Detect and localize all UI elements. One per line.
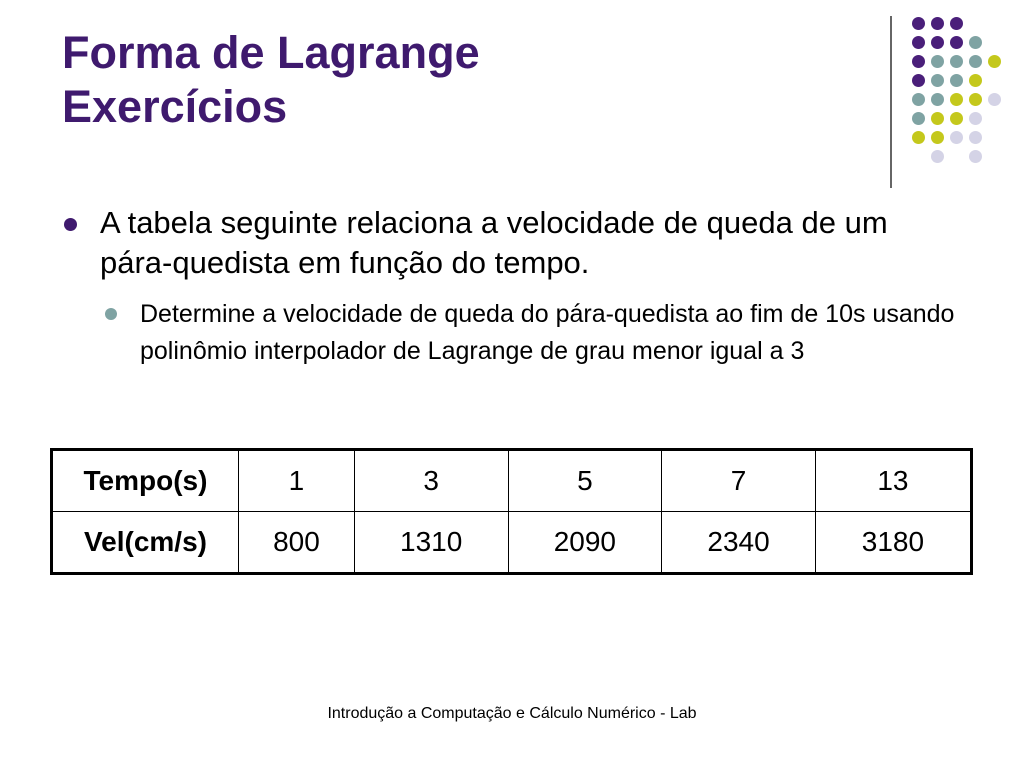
dot-decoration — [950, 93, 963, 106]
dot-decoration — [988, 93, 1001, 106]
row-header: Tempo(s) — [52, 450, 239, 512]
dot-decoration — [969, 150, 982, 163]
dot-decoration — [912, 17, 925, 30]
dot-decoration — [969, 74, 982, 87]
dot-decoration — [931, 74, 944, 87]
dot-decoration — [969, 131, 982, 144]
dot-decoration — [950, 74, 963, 87]
bullet-marker — [64, 218, 77, 231]
sub-bullet-marker — [105, 308, 117, 320]
dot-decoration — [988, 55, 1001, 68]
title-line-2: Exercícios — [62, 81, 288, 132]
row-header: Vel(cm/s) — [52, 512, 239, 574]
bullet-sub-text: Determine a velocidade de queda do pára-quedista ao fim de 10s usando polinômio interpolador de Lagrange de grau menor igual a 3 — [140, 300, 955, 365]
table-row — [52, 512, 972, 574]
table-row — [52, 450, 972, 512]
dot-decoration — [912, 74, 925, 87]
dot-decoration — [912, 131, 925, 144]
dot-decoration — [931, 93, 944, 106]
table-cell: 1310 — [354, 512, 508, 574]
table-cell: 800 — [239, 512, 355, 574]
dot-decoration — [969, 93, 982, 106]
data-table — [50, 448, 973, 575]
title-line-1: Forma de Lagrange — [62, 27, 480, 78]
dot-decoration — [931, 150, 944, 163]
table-cell: 3180 — [815, 512, 971, 574]
bullet-main-text: A tabela seguinte relaciona a velocidade de queda de um pára-quedista em função do tempo. — [100, 205, 888, 280]
table-cell: 2090 — [508, 512, 662, 574]
dot-decoration — [969, 55, 982, 68]
dot-decoration — [950, 17, 963, 30]
dot-decoration — [969, 112, 982, 125]
table-cell: 1 — [239, 450, 355, 512]
dot-decoration — [969, 36, 982, 49]
dot-decoration — [950, 55, 963, 68]
table-cell: 5 — [508, 450, 662, 512]
dot-decoration — [931, 55, 944, 68]
dot-decoration — [931, 131, 944, 144]
dot-decoration — [931, 112, 944, 125]
table-cell: 13 — [815, 450, 971, 512]
dot-decoration — [912, 93, 925, 106]
dot-decoration — [912, 36, 925, 49]
table-cell: 7 — [662, 450, 816, 512]
dot-decoration — [912, 112, 925, 125]
dot-decoration — [912, 55, 925, 68]
table-cell: 2340 — [662, 512, 816, 574]
dot-decoration — [950, 112, 963, 125]
dot-decoration — [950, 36, 963, 49]
decorative-dot-grid — [0, 0, 1024, 200]
slide-footer: Introdução a Computação e Cálculo Numérico - Lab — [327, 705, 697, 722]
dot-decoration — [931, 36, 944, 49]
table-cell: 3 — [354, 450, 508, 512]
dot-decoration — [931, 17, 944, 30]
dot-decoration — [950, 131, 963, 144]
